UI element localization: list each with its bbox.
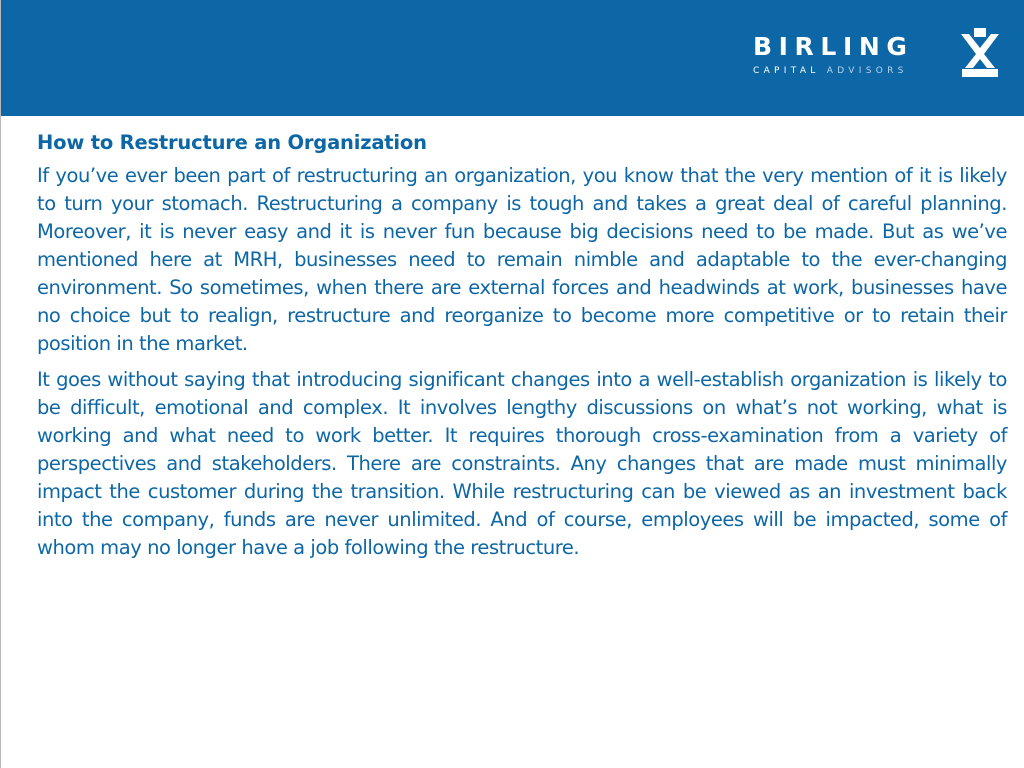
logo-main-text: BIRLING: [753, 32, 914, 61]
header-bar: [1, 0, 1024, 116]
company-logo-wordmark: [753, 32, 923, 82]
paragraph-1: If you’ve ever been part of restructuring an organization, you know that the very mention of it is likely to turn your stomach. Restructuring a company is tough and takes a great deal of careful planning. Moreover, it is never easy and it is never fun because big decisions need to be made. But as we’ve mentioned here at MRH, businesses need to remain nimble and adaptable to the ever-changing environment. So sometimes, when there are external forces and headwinds at work, businesses have no choice but to realign, restructure and reorganize to become more competitive or to retain their position in the market.: [37, 164, 1007, 355]
document-body: [37, 128, 1007, 570]
paragraph-2: It goes without saying that introducing significant changes into a well-establish organization is likely to be difficult, emotional and complex. It involves lengthy discussions on what’s not working, what is working and what need to work better. It requires thorough cross-examination from a variety of perspectives and stakeholders. There are constraints. Any changes that are made must minimally impact the customer during the transition. While restructuring can be viewed as an investment back into the company, funds are never unlimited. And of course, employees will be impacted, some of whom may no longer have a job following the restructure.: [37, 368, 1007, 559]
logo-sub-text-advisors: ADVISORS: [826, 66, 908, 76]
birling-figure-logo-icon: [957, 28, 1003, 78]
logo-sub-text: [753, 65, 923, 77]
document-title: How to Restructure an Organization: [37, 131, 427, 154]
logo-sub-text-capital: CAPITAL: [753, 66, 820, 76]
